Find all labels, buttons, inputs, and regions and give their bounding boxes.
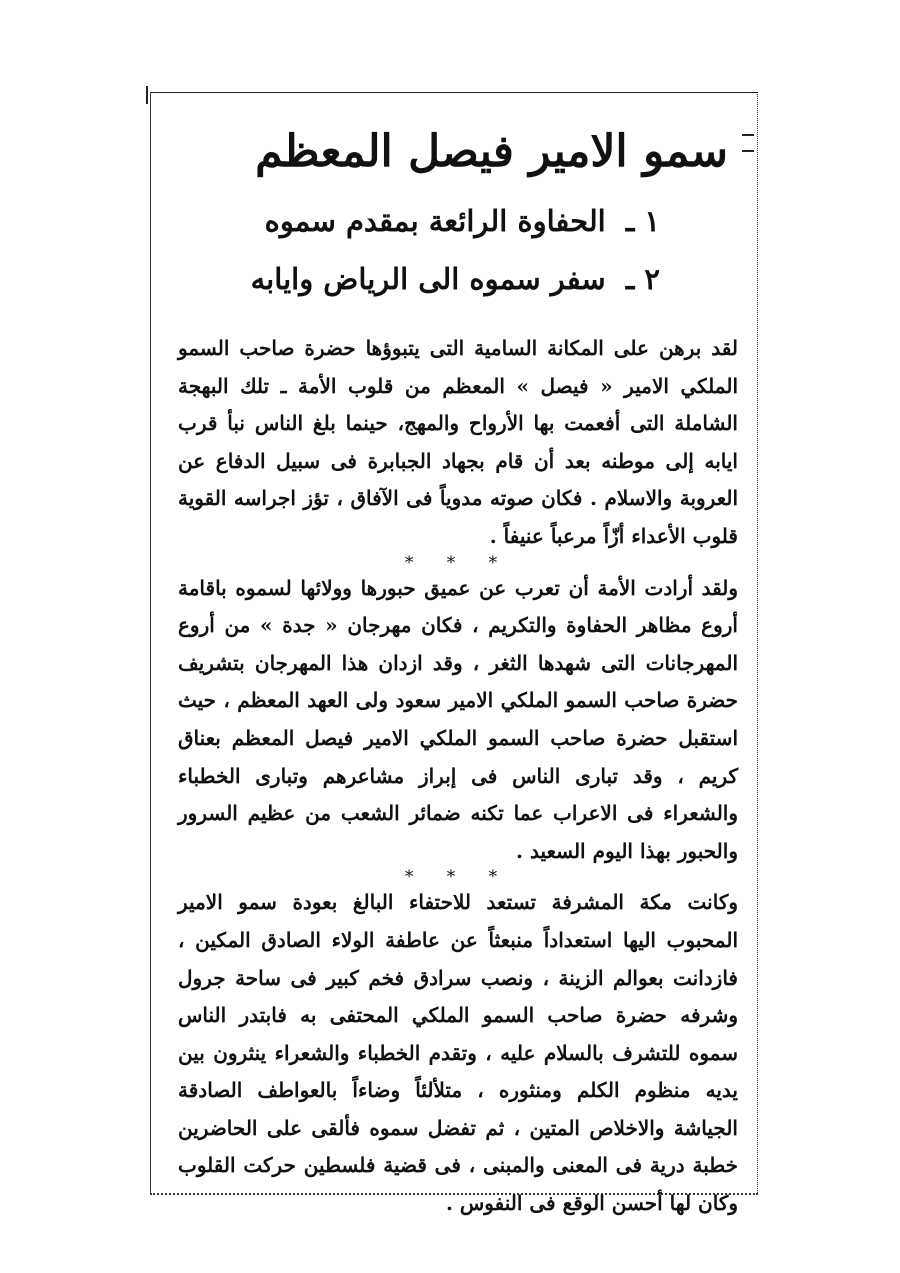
article-paragraph: وكانت مكة المشرفة تستعد للاحتفاء البالغ بعودة سمو الامير المحبوب اليها استعداداً منبعثاً عن عاطفة الولاء الصادق المكين ، فازدانت بعوالم الزينة ، ونصب سرادق فخم كبير فى ساحة جرول وشرفه حضرة صاحب السمو الملكي المحتفى به فابتدر الناس سموه للتشرف بالسلام عليه ، وتقدم الخطباء والشعراء ينثرون بين يديه منظوم الكلم ومنثوره ، متلألئاً وضاءاً بالعواطف الصادقة الجياشة والاخلاص المتين ، ثم تفضل سموه فألقى على الحاضرين خطبة درية فى المعنى والمبنى ، فى قضية فلسطين حركت القلوب وكان لها أحسن الوقع فى النفوس . (178, 890, 738, 1216)
article (178, 100, 738, 1223)
subhead-text: سفر سموه الى الرياض وايابه (250, 262, 606, 296)
article-headline: سمو الامير فيصل المعظم (255, 126, 728, 177)
subhead-number: ١ ـ (625, 204, 660, 238)
frame-left-rule (150, 92, 151, 1193)
article-subheads (178, 192, 738, 308)
subhead (178, 250, 660, 308)
frame-right-rule (757, 92, 758, 1193)
frame-side-mark (742, 150, 754, 152)
section-separator: * * * (404, 867, 512, 888)
section-separator: * * * (404, 552, 512, 573)
frame-top-rule (150, 92, 758, 93)
subhead-number: ٢ ـ (625, 262, 660, 296)
frame-corner-mark (146, 86, 148, 104)
article-paragraph: لقد برهن على المكانة السامية التى يتبوؤها حضرة صاحب السمو الملكي الامير « فيصل » المعظم من قلوب الأمة ـ تلك البهجة الشاملة التى أفعمت بها الأرواح والمهج، حينما بلغ الناس نبأ قرب ايابه إلى موطنه بعد أن قام بجهاد الجبابرة فى سبيل الدفاع عن العروبة والاسلام . فكان صوته مدوياً فى الآفاق ، تؤز اجراسه القوية قلوب الأعداء أزّاً مرعباً عنيفاً . (178, 336, 738, 548)
article-body (178, 330, 738, 1223)
subhead-text: الحفاوة الرائعة بمقدم سموه (264, 204, 606, 238)
subhead (178, 192, 660, 250)
frame-side-mark (742, 134, 754, 136)
article-paragraph: ولقد أرادت الأمة أن تعرب عن عميق حبورها وولائها لسموه باقامة أروع مظاهر الحفاوة والتكريم ، فكان مهرجان « جدة » من أروع المهرجانات التى شهدها الثغر ، وقد ازدان هذا المهرجان بتشريف حضرة صاحب السمو الملكي الامير سعود ولى العهد المعظم ، حيث استقبل حضرة صاحب السمو الملكي الامير فيصل المعظم بعناق كريم ، وقد تبارى الناس فى إبراز مشاعرهم وتبارى الخطباء والشعراء فى الاعراب عما تكنه ضمائر الشعب من عظيم السرور والحبور بهذا اليوم السعيد . (178, 575, 738, 863)
